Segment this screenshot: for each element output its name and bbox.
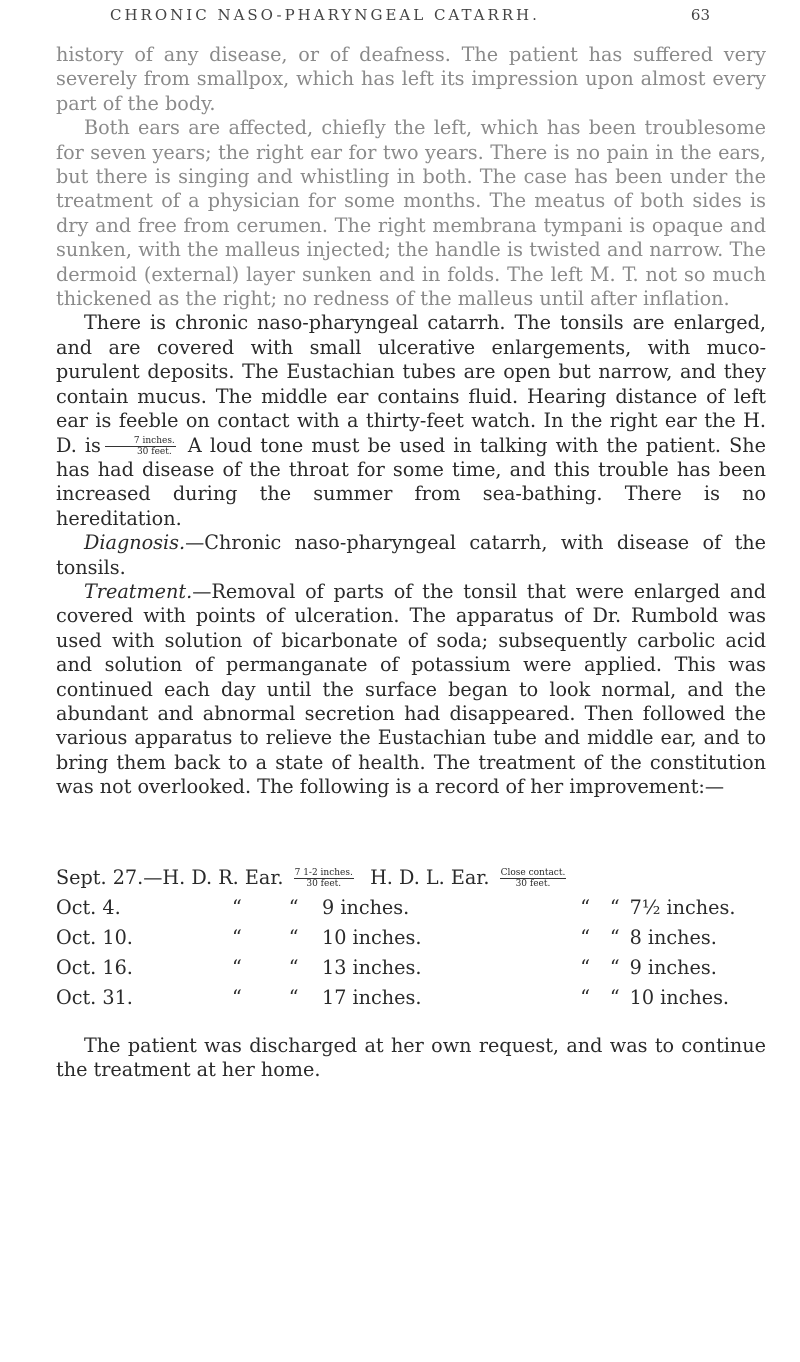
record-row	[56, 952, 766, 982]
left-ear-distance: 8 inches.	[629, 925, 717, 949]
right-ear-distance: 10 inches.	[322, 925, 422, 949]
diagnosis-label: Diagnosis.	[84, 531, 186, 555]
ditto-mark: “	[580, 955, 591, 979]
ditto-mark: “	[231, 895, 242, 919]
ditto-mark: “	[580, 895, 591, 919]
body-text	[56, 43, 766, 800]
ditto-mark: “	[288, 985, 299, 1009]
diagnosis-text: —Chronic naso-pharyngeal catarrh, with disease of the tonsils.	[56, 531, 766, 579]
paragraph-ears: Both ears are affected, chiefly the left, which has been troublesome for seven years; the right ear for two years. There is no pain in the ears, but there is singing and whistling in both. The case has been under the treatment of a physician for some months. The meatus of both sides is dry and free from cerumen. The right membrana tympani is opaque and sunken, with the malleus injected; the handle is twisted and narrow. The dermoid (external) layer sunken and in folds. The left M. T. not so much thickened as the right; no redness of the malleus until after inflation.	[56, 116, 766, 311]
right-ear-fraction-numerator: 7 1-2 inches.	[294, 867, 353, 878]
paragraph-treatment	[56, 580, 766, 800]
page-number: 63	[690, 6, 710, 24]
right-ear-label: —H. D. R. Ear.	[143, 865, 284, 889]
left-ear-fraction-numerator: Close contact.	[500, 867, 566, 878]
record-date: Oct. 10.	[56, 925, 133, 949]
left-ear-distance: 10 inches.	[629, 985, 730, 1009]
right-ear-distance: 17 inches.	[322, 985, 422, 1009]
left-ear-fraction-denominator: 30 feet.	[515, 878, 551, 889]
record-date: Oct. 31.	[56, 985, 133, 1009]
record-row	[56, 892, 766, 922]
closing-text: The patient was discharged at her own request, and was to continue the treatment at her home.	[56, 1034, 766, 1082]
left-ear-distance: 7½ inches.	[629, 895, 736, 919]
ditto-mark: “	[288, 955, 299, 979]
treatment-label: Treatment.	[84, 579, 193, 603]
improvement-record-table	[56, 862, 766, 1012]
ditto-mark: “	[231, 925, 242, 949]
hd-fraction-numerator: 7 inches.	[105, 437, 176, 447]
left-ear-label: H. D. L. Ear.	[370, 865, 490, 889]
right-ear-fraction-denominator: 30 feet.	[306, 878, 342, 889]
left-ear-fraction	[500, 869, 567, 889]
ditto-mark: “	[231, 985, 242, 1009]
catarrh-text: There is chronic naso-pharyngeal catarrh. The tonsils are enlarged, and are covered with small ulcerative enlargements, with muco-purulent deposits. The Eustachian tubes are open but narrow, and they contain mucus. The middle ear contains fluid. Hearing distance of left ear is feeble on contact with a thirty-feet watch. In the right ear the H. D. is	[56, 311, 766, 457]
hd-fraction-denominator: 30 feet.	[136, 446, 172, 457]
right-ear-fraction	[294, 869, 354, 889]
record-date: Sept. 27.	[56, 865, 144, 889]
ditto-mark: “	[609, 895, 620, 919]
ditto-mark: “	[288, 925, 299, 949]
running-title: CHRONIC NASO-PHARYNGEAL CATARRH.	[110, 6, 540, 24]
record-row	[56, 922, 766, 952]
running-head	[110, 6, 710, 24]
record-date: Oct. 4.	[56, 895, 121, 919]
ditto-mark: “	[288, 895, 299, 919]
paragraph-history: history of any disease, or of deafness. The patient has suffered very severely from smallpox, which has left its impression upon almost every part of the body.	[56, 43, 766, 115]
right-ear-distance: 9 inches.	[322, 895, 410, 919]
hd-fraction	[105, 437, 176, 457]
left-ear-distance: 9 inches.	[629, 955, 717, 979]
catarrh-text-continued: A loud tone must be used in talking with the patient. She has had disease of the throat for some time, and this trouble has been increased during the summer from sea-bathing. There is no hereditation.	[56, 433, 766, 530]
treatment-text: —Removal of parts of the tonsil that were enlarged and covered with points of ulceration. The apparatus of Dr. Rumbold was used with solution of bicarbonate of soda; subsequently carbolic acid and solution of permanganate of potassium were applied. This was continued each day until the surface began to look normal, and the abundant and abnormal secretion had disappeared. Then followed the various apparatus to relieve the Eustachian tube and middle ear, and to bring them back to a state of health. The treatment of the constitution was not overlooked. The following is a record of her improvement:—	[56, 579, 766, 799]
record-date: Oct. 16.	[56, 955, 133, 979]
ditto-mark: “	[609, 955, 620, 979]
ditto-mark: “	[580, 985, 591, 1009]
right-ear-distance: 13 inches.	[322, 955, 422, 979]
ditto-mark: “	[609, 925, 620, 949]
closing-paragraph	[56, 1034, 766, 1083]
ditto-mark: “	[231, 955, 242, 979]
paragraph-diagnosis	[56, 531, 766, 580]
paragraph-catarrh	[56, 311, 766, 531]
ditto-mark: “	[580, 925, 591, 949]
ditto-mark: “	[609, 985, 620, 1009]
record-row-first	[56, 862, 766, 892]
record-row	[56, 982, 766, 1012]
